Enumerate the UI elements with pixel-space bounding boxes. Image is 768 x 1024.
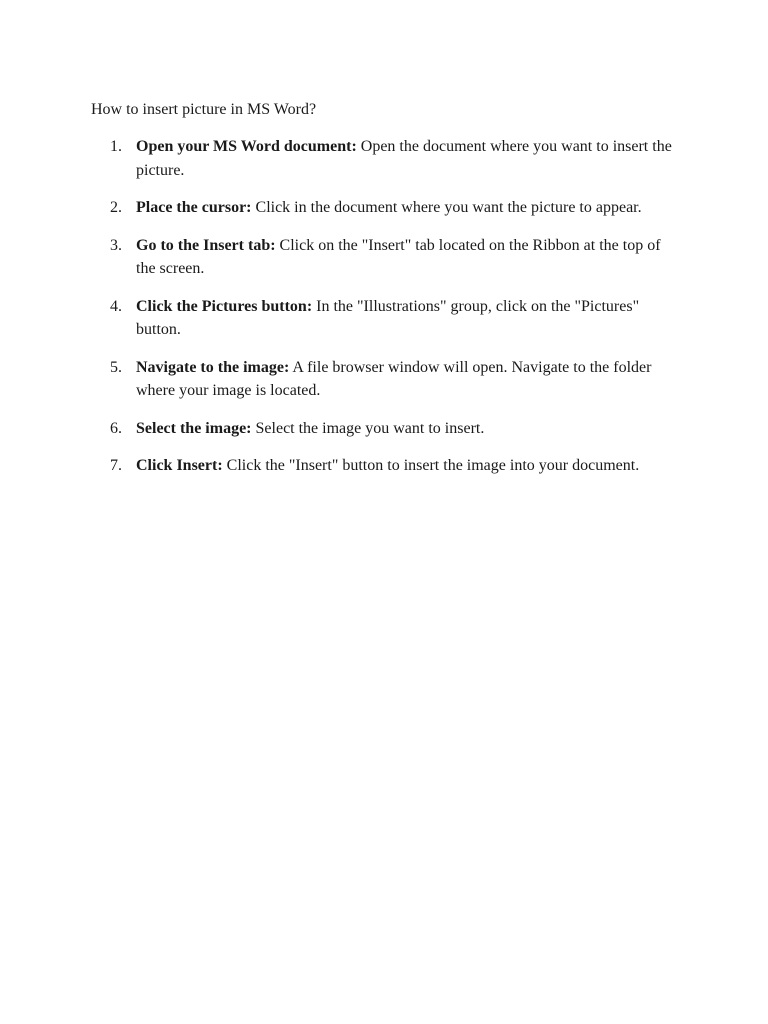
step-text: Click in the document where you want the picture to appear. [255, 199, 642, 216]
step-heading: Go to the Insert tab: [136, 236, 276, 254]
step-number: 6. [110, 419, 122, 437]
document-body [91, 99, 681, 492]
list-item [91, 356, 681, 403]
step-text: In the "Illustrations" group, click on the "Pictures" button. [136, 297, 640, 338]
step-text: Click the "Insert" button to insert the image into your document. [226, 457, 640, 474]
document-intro: How to insert picture in MS Word? [91, 101, 317, 118]
steps-list [91, 135, 681, 478]
step-number: 1. [110, 138, 122, 155]
step-number: 2. [110, 199, 122, 216]
step-number: 3. [110, 236, 122, 254]
list-item [91, 454, 681, 478]
step-text: Open the document where you want to insert the picture. [136, 138, 672, 179]
list-item [91, 196, 681, 220]
step-heading: Place the cursor: [136, 199, 252, 216]
list-item [91, 135, 681, 182]
step-number: 5. [110, 358, 122, 376]
step-text: Click on the "Insert" tab located on the Ribbon at the top of the screen. [136, 236, 661, 277]
step-heading: Click the Pictures button: [136, 297, 313, 315]
list-item [91, 417, 681, 441]
step-number: 4. [110, 297, 122, 315]
step-heading: Navigate to the image: [136, 358, 290, 376]
step-heading: Select the image: [136, 419, 252, 437]
list-item [91, 234, 681, 281]
step-number: 7. [110, 457, 122, 474]
step-text: Select the image you want to insert. [255, 419, 485, 437]
step-text: A file browser window will open. Navigate to the folder where your image is located. [136, 358, 652, 399]
step-heading: Open your MS Word document: [136, 138, 357, 155]
list-item [91, 295, 681, 342]
step-heading: Click Insert: [136, 457, 223, 474]
